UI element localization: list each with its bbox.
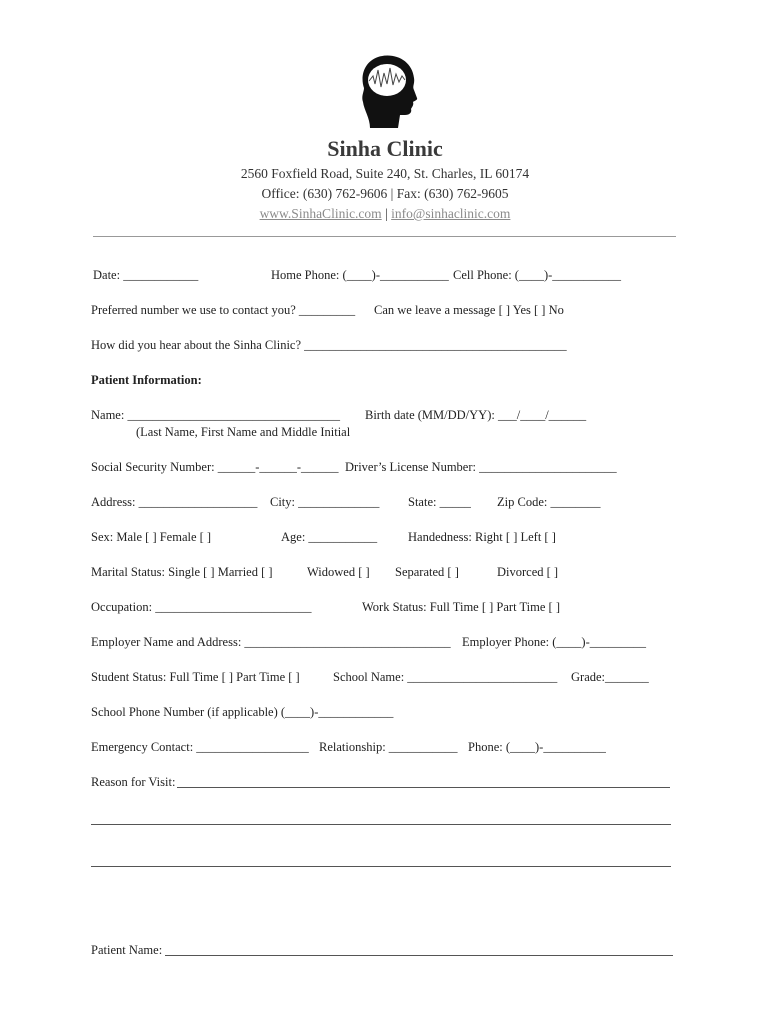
reason-line-2[interactable] [91,824,671,825]
name-hint: (Last Name, First Name and Middle Initial [136,425,351,439]
zip-code-field[interactable]: Zip Code: ________ [497,495,601,509]
grade-field[interactable]: Grade:_______ [571,670,649,684]
work-status-checkboxes[interactable]: Work Status: Full Time [ ] Part Time [ ] [362,600,560,614]
header-divider [93,236,676,237]
ssn-field[interactable]: Social Security Number: ______-______-______ [91,460,339,474]
clinic-phone-fax: Office: (630) 762-9606 | Fax: (630) 762-9605 [261,186,509,201]
occupation-field[interactable]: Occupation: _________________________ [91,600,312,614]
reason-for-visit-label: Reason for Visit: [91,775,176,789]
city-field[interactable]: City: _____________ [270,495,380,509]
cell-phone-field[interactable]: Cell Phone: (____)-___________ [453,268,622,282]
address-field[interactable]: Address: ___________________ [91,495,258,509]
home-phone-field[interactable]: Home Phone: (____)-___________ [271,268,449,282]
clinic-address: 2560 Foxfield Road, Suite 240, St. Charles, IL 60174 [240,166,530,181]
student-status-checkboxes[interactable]: Student Status: Full Time [ ] Part Time [ ] [91,670,300,684]
state-field[interactable]: State: _____ [408,495,471,509]
email-link[interactable]: info@sinhaclinic.com [391,206,511,221]
website-link[interactable]: www.SinhaClinic.com [259,206,382,221]
name-field[interactable]: Name: __________________________________ [91,408,340,422]
patient-information-heading: Patient Information: [91,373,202,387]
clinic-name: Sinha Clinic [327,136,443,161]
sex-checkboxes[interactable]: Sex: Male [ ] Female [ ] [91,530,212,544]
widowed-checkbox[interactable]: Widowed [ ] [307,565,370,579]
referral-source-field[interactable]: How did you hear about the Sinha Clinic? __________________________________________ [91,338,567,352]
school-name-field[interactable]: School Name: ________________________ [333,670,558,684]
handedness-checkboxes[interactable]: Handedness: Right [ ] Left [ ] [408,530,556,544]
date-field[interactable]: Date: ____________ [93,268,199,282]
separated-checkbox[interactable]: Separated [ ] [395,565,459,579]
emergency-phone-field[interactable]: Phone: (____)-__________ [468,740,606,754]
leave-message-checkboxes[interactable]: Can we leave a message [ ] Yes [ ] No [374,303,564,317]
relationship-field[interactable]: Relationship: ___________ [319,740,458,754]
patient-name-line[interactable] [165,955,673,956]
drivers-license-field[interactable]: Driver’s License Number: ______________________ [345,460,617,474]
clinic-logo-head-icon [356,54,418,128]
employer-phone-field[interactable]: Employer Phone: (____)-_________ [462,635,647,649]
patient-name-label: Patient Name: [91,943,163,957]
age-field[interactable]: Age: ___________ [281,530,378,544]
reason-line-3[interactable] [91,866,671,867]
divorced-checkbox[interactable]: Divorced [ ] [497,565,559,579]
reason-line-1[interactable] [177,787,670,788]
birth-date-field[interactable]: Birth date (MM/DD/YY): ___/____/______ [365,408,587,422]
employer-field[interactable]: Employer Name and Address: _________________________________ [91,635,451,649]
school-phone-field[interactable]: School Phone Number (if applicable) (____)-____________ [91,705,394,719]
emergency-contact-field[interactable]: Emergency Contact: __________________ [91,740,309,754]
clinic-web-contact [0,206,770,222]
link-separator: | [381,206,392,221]
preferred-number-field[interactable]: Preferred number we use to contact you? _________ [91,303,356,317]
marital-status-checkboxes[interactable]: Marital Status: Single [ ] Married [ ] [91,565,273,579]
